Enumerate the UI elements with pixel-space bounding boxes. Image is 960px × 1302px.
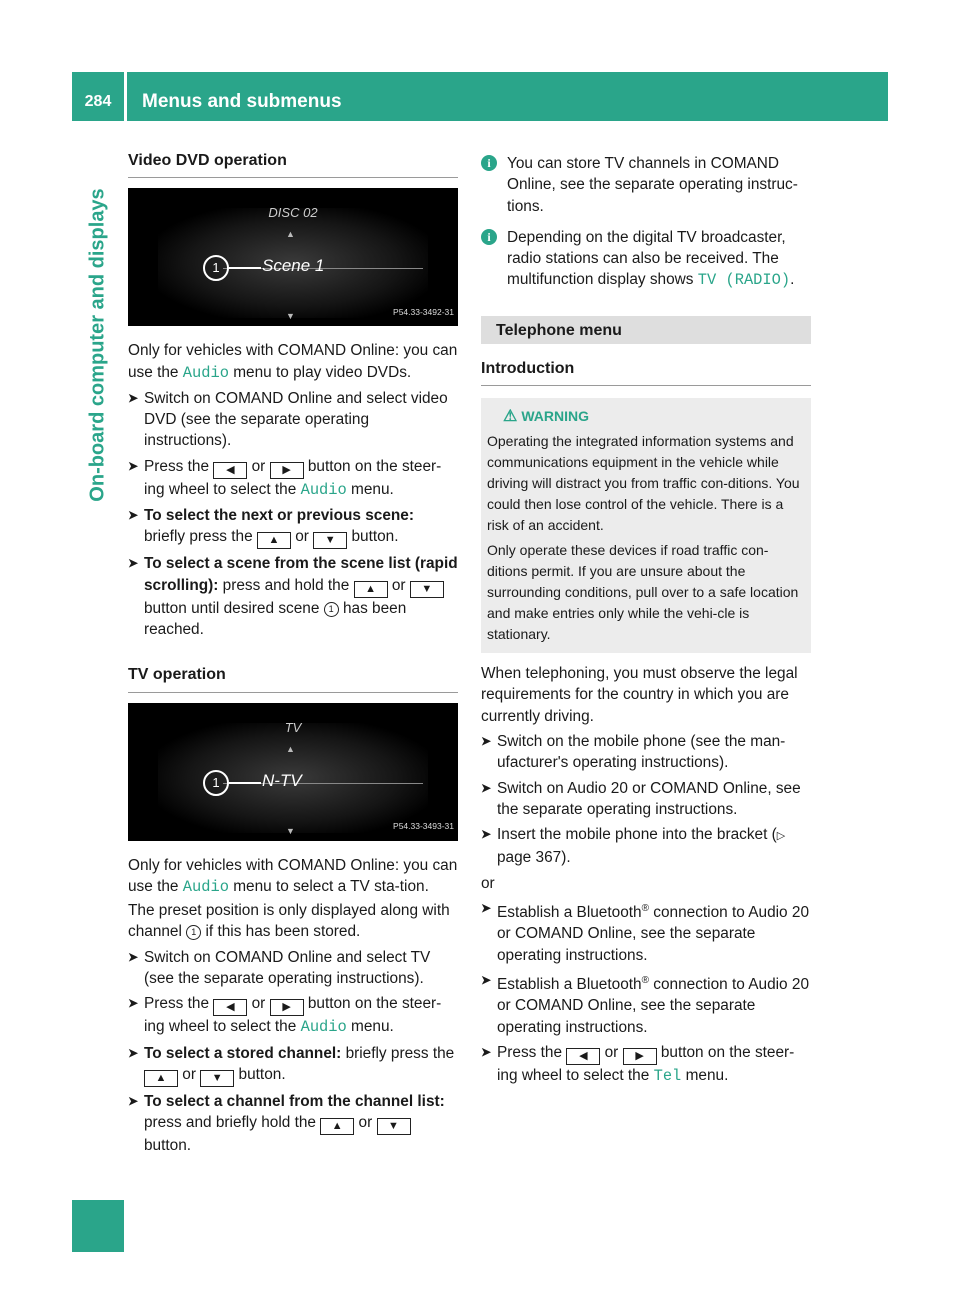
up-key-icon: ▲ [354, 581, 388, 598]
left-column [128, 150, 458, 1157]
instruction-step: ➤ Switch on COMAND Online and select TV (see the separate operating instructions). [128, 948, 431, 988]
page-ref-arrow-icon: ▷ [776, 830, 786, 843]
instruction-step: ➤ Press the ◀ or ▶ button on the steer-ing wheel to select the Audio menu. [128, 995, 442, 1037]
down-arrow-icon: ▼ [286, 311, 295, 322]
warning-title: WARNING [521, 408, 590, 425]
up-arrow-icon: ▲ [286, 229, 295, 240]
page-number: 284 [84, 93, 112, 110]
step-arrow-icon: ➤ [128, 508, 139, 523]
section-heading-telephone: Telephone menu [481, 316, 811, 344]
screen-top-label: DISC 02 [268, 205, 318, 221]
step-arrow-icon: ➤ [481, 1045, 492, 1060]
step-arrow-icon: ➤ [128, 556, 139, 571]
screen-item-label: N-TV [262, 770, 302, 790]
warning-box [481, 398, 811, 653]
instruction-step: ➤ To select the next or previous scene: briefly press the ▲ or ▼ button. [128, 505, 458, 549]
instruction-step: ➤ Switch on COMAND Online and select video DVD (see the separate operating instructions). [128, 389, 448, 450]
warning-text: Operating the integrated information systems and communications equipment in the vehicle while driving will distract you from traffic con-ditions. You could then lose control of the vehicle. There is a risk of an accident. [487, 433, 800, 534]
section-title-introduction: Introduction [481, 358, 811, 386]
info-icon: i [481, 155, 497, 171]
down-key-icon: ▼ [377, 1118, 411, 1135]
callout-marker: 1 [203, 770, 229, 796]
image-reference: P54.33-3492-31 [393, 307, 454, 317]
side-tab-label: On-board computer and displays [86, 188, 109, 502]
step-arrow-icon: ➤ [128, 996, 139, 1011]
down-key-icon: ▼ [200, 1070, 234, 1087]
paragraph: When telephoning, you must observe the legal requirements for the country in which you are currently driving. [481, 665, 798, 725]
callout-marker: 1 [324, 602, 339, 617]
tv-display-image [128, 703, 458, 841]
page-reference: page 367 [497, 849, 562, 867]
step-arrow-icon: ➤ [128, 390, 139, 405]
instruction-step: ➤ Press the ◀ or ▶ button on the steer-ing wheel to select the Audio menu. [128, 457, 442, 499]
info-note: i Depending on the digital TV broadcaster, radio stations can also be received. The multifunction display shows TV (RADIO). [481, 227, 811, 292]
header-divider [124, 72, 127, 121]
step-arrow-icon: ➤ [481, 901, 492, 916]
page-title: Menus and submenus [142, 91, 342, 112]
step-arrow-icon: ➤ [481, 733, 492, 748]
right-column [481, 153, 811, 1087]
display-text: TV (RADIO) [697, 271, 791, 290]
or-text: or [481, 874, 495, 892]
step-arrow-icon: ➤ [481, 780, 492, 795]
screen-top-label: TV [284, 719, 302, 735]
info-icon: i [481, 229, 497, 245]
instruction-step: ➤ To select a scene from the scene list (rapid scrolling): press and hold the ▲ or ▼ button until desired scene 1 has been reached. [128, 555, 458, 638]
step-arrow-icon: ➤ [128, 1045, 139, 1060]
callout-marker: 1 [186, 925, 201, 940]
screen-item-label: Scene 1 [262, 256, 325, 276]
paragraph: Only for vehicles with COMAND Online: you can use the Audio menu to select a TV sta-tion. [128, 856, 458, 896]
warning-icon: ⚠ [503, 408, 518, 426]
up-key-icon: ▲ [144, 1070, 178, 1087]
display-text: Audio [300, 480, 347, 499]
display-text: Audio [182, 877, 229, 896]
step-arrow-icon: ➤ [481, 827, 492, 842]
instruction-step: ➤ Establish a Bluetooth® connection to Audio 20 or COMAND Online, see the separate operating instructions. [481, 970, 811, 1038]
display-text: Audio [300, 1018, 347, 1037]
info-note: i You can store TV channels in COMAND Online, see the separate operating instruc-tions. [481, 153, 811, 217]
left-key-icon: ◀ [213, 462, 247, 479]
display-text: Audio [182, 363, 229, 382]
up-key-icon: ▲ [257, 532, 291, 549]
display-text: Tel [653, 1067, 682, 1086]
instruction-step: ➤ Switch on Audio 20 or COMAND Online, see the separate operating instructions. [481, 779, 801, 818]
left-key-icon: ◀ [566, 1048, 600, 1065]
up-arrow-icon: ▲ [286, 743, 295, 754]
down-arrow-icon: ▼ [286, 825, 295, 836]
warning-text: Only operate these devices if road traffic con-ditions permit. If you are unsure about the surrounding conditions, pull over to a safe location and make entries only while the vehi-cle is stationary. [487, 542, 799, 643]
right-key-icon: ▶ [270, 999, 304, 1016]
callout-marker: 1 [203, 255, 229, 281]
down-key-icon: ▼ [410, 581, 444, 598]
down-key-icon: ▼ [313, 532, 347, 549]
paragraph: The preset position is only displayed along with channel 1 if this has been stored. [128, 902, 450, 941]
image-reference: P54.33-3493-31 [393, 821, 454, 832]
right-key-icon: ▶ [270, 462, 304, 479]
right-key-icon: ▶ [623, 1048, 657, 1065]
instruction-step: ➤ Press the ◀ or ▶ button on the steer-ing wheel to select the Tel menu. [481, 1044, 795, 1086]
section-title-dvd: Video DVD operation [128, 150, 458, 178]
up-key-icon: ▲ [320, 1118, 354, 1135]
dvd-display-image [128, 188, 458, 326]
step-arrow-icon: ➤ [128, 458, 139, 473]
instruction-step: ➤ Insert the mobile phone into the bracket (▷ page 367). [481, 826, 786, 867]
instruction-step: ➤ To select a channel from the channel list: press and briefly hold the ▲ or ▼ button. [128, 1092, 445, 1155]
paragraph: Only for vehicles with COMAND Online: you can use the Audio menu to play video DVDs. [128, 342, 458, 382]
side-tab-marker [72, 1200, 124, 1252]
step-arrow-icon: ➤ [128, 949, 139, 964]
section-title-tv: TV operation [128, 664, 458, 692]
left-key-icon: ◀ [213, 999, 247, 1016]
step-arrow-icon: ➤ [481, 973, 492, 988]
instruction-step: ➤ Switch on the mobile phone (see the man-ufacturer's operating instructions). [481, 732, 786, 772]
step-arrow-icon: ➤ [128, 1093, 139, 1108]
instruction-step: ➤ Establish a Bluetooth® connection to Audio 20 or COMAND Online, see the separate operating instructions. [481, 898, 811, 966]
instruction-step: ➤ To select a stored channel: briefly press the ▲ or ▼ button. [128, 1043, 458, 1087]
